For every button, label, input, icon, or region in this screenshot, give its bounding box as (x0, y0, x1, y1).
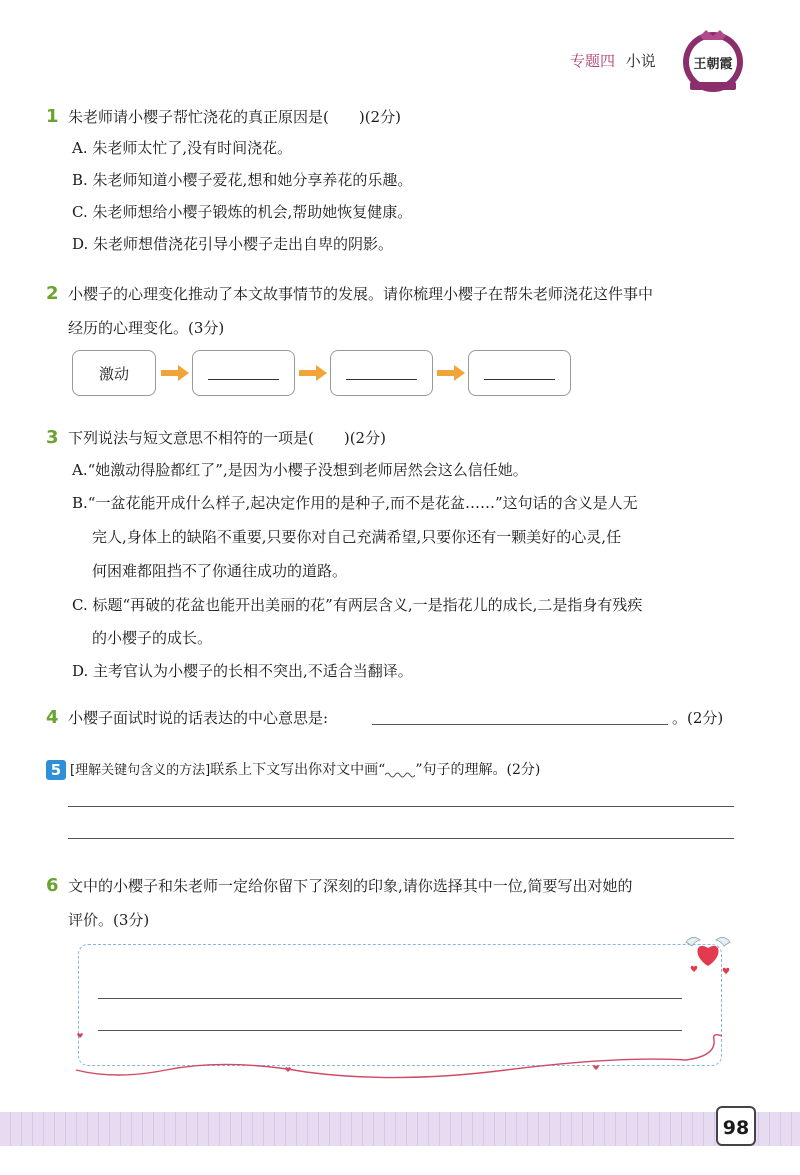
question-3-option-a: A.“她激动得脸都红了”,是因为小樱子没想到老师居然会这么信任她。 (72, 461, 528, 479)
question-3-option-d: D. 主考官认为小樱子的长相不突出,不适合当翻译。 (72, 662, 413, 680)
question-6-answer-line-1[interactable] (98, 998, 682, 999)
flow-box-blank-2[interactable] (330, 350, 433, 396)
question-4-answer-line[interactable] (372, 724, 668, 725)
flow-blank-line-1 (208, 379, 279, 380)
question-3-option-b-line1: B.“一盆花能开成什么样子,起决定作用的是种子,而不是花盆……”这句话的含义是人无 (72, 494, 638, 512)
wavy-underline-icon (385, 763, 415, 777)
question-1-option-a: A. 朱老师太忙了,没有时间浇花。 (72, 139, 293, 157)
question-1-option-d: D. 朱老师想借浇花引导小樱子走出自卑的阴影。 (72, 235, 394, 253)
section-genre: 小说 (625, 52, 656, 70)
question-5-number: 5 (46, 760, 66, 780)
question-3-option-c-line2: 的小樱子的成长。 (92, 629, 213, 647)
flow-box-start (72, 350, 156, 396)
question-3-stem: 下列说法与短文意思不相符的一项是( )(2分) (68, 429, 386, 447)
publisher-logo (678, 26, 748, 96)
question-6-number: 6 (46, 875, 59, 896)
question-5-answer-line-1[interactable] (68, 806, 734, 807)
section-topic: 专题四 (570, 52, 616, 70)
flow-blank-line-3 (484, 379, 555, 380)
question-4-number: 4 (46, 707, 59, 728)
question-5-line (70, 760, 540, 781)
section-tag (570, 50, 656, 71)
flow-arrow-icon (436, 364, 466, 382)
question-5-stem-pre: 联系上下文写出你对文中画“ (210, 762, 386, 778)
question-3-number: 3 (46, 427, 59, 448)
question-2-number: 2 (46, 283, 59, 304)
flow-arrow-icon (298, 364, 328, 382)
question-3-option-b-line2: 完人,身体上的缺陷不重要,只要你对自己充满希望,只要你还有一颗美好的心灵,任 (92, 528, 622, 546)
winged-heart-icon (678, 930, 738, 980)
question-1-stem: 朱老师请小樱子帮忙浇花的真正原因是( )(2分) (68, 108, 401, 126)
question-6-stem-line1: 文中的小樱子和朱老师一定给你留下了深刻的印象,请你选择其中一位,简要写出对她的 (68, 877, 633, 895)
question-5-answer-line-2[interactable] (68, 838, 734, 839)
flow-start-label: 激动 (98, 365, 129, 383)
flow-box-blank-1[interactable] (192, 350, 295, 396)
svg-text:王朝霞: 王朝霞 (693, 57, 733, 72)
question-6-stem-line2: 评价。(3分) (68, 911, 150, 929)
question-2-stem-line2: 经历的心理变化。(3分) (68, 319, 225, 337)
question-2-stem-line1: 小樱子的心理变化推动了本文故事情节的发展。请你梳理小樱子在帮朱老师浇花这件事中 (68, 285, 654, 303)
question-1-number: 1 (46, 106, 59, 127)
decorative-vine-icon (70, 1030, 730, 1086)
flow-box-blank-3[interactable] (468, 350, 571, 396)
question-3-option-c-line1: C. 标题“再破的花盆也能开出美丽的花”有两层含义,一是指花儿的成长,二是指身有残疾 (72, 596, 643, 614)
question-5-method-tag: [理解关键句含义的方法] (70, 763, 211, 778)
page-number: 98 (716, 1106, 756, 1146)
question-4-score: 。(2分) (672, 709, 724, 727)
question-3-option-b-line3: 何困难都阻挡不了你通往成功的道路。 (92, 562, 348, 580)
question-1-option-b: B. 朱老师知道小樱子爱花,想和她分享养花的乐趣。 (72, 171, 413, 189)
flow-blank-line-2 (346, 379, 417, 380)
flow-arrow-icon (160, 364, 190, 382)
question-5-stem-post: ”句子的理解。(2分) (415, 762, 541, 778)
question-1-option-c: C. 朱老师想给小樱子锻炼的机会,帮助她恢复健康。 (72, 203, 413, 221)
footer-band (0, 1112, 800, 1146)
question-4-stem: 小樱子面试时说的话表达的中心意思是: (68, 709, 329, 727)
